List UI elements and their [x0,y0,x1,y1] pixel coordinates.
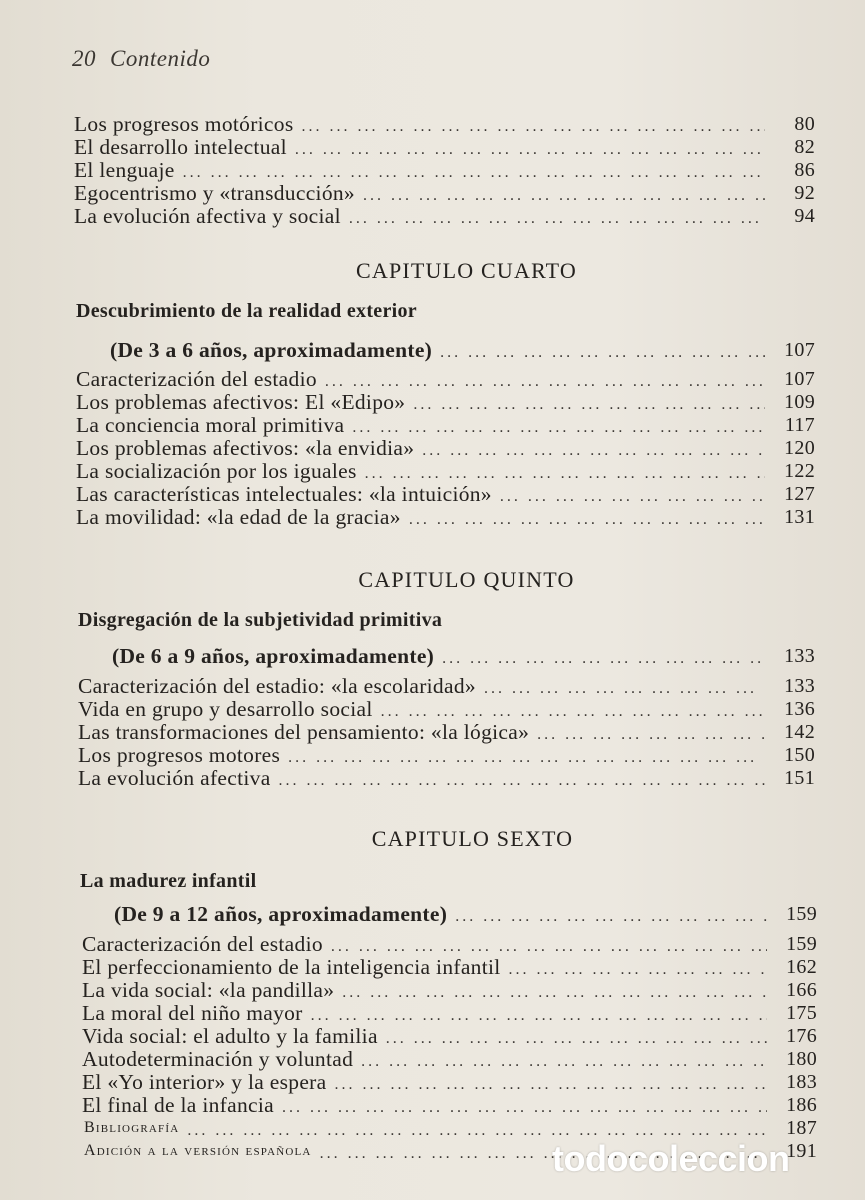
toc-entry: Las transformaciones del pensamiento: «la lógica» ... . 142 [78,720,815,744]
toc-entry: La conciencia moral primitiva ... . 117 [76,413,815,437]
page-number: 20 [72,46,96,71]
toc-entry: La vida social: «la pandilla» ... . 166 [82,978,817,1002]
toc-entry: Autodeterminación y voluntad ... . 180 [82,1047,817,1071]
toc-entry-addendum: Adición a la versión española ... . 191 [84,1139,817,1163]
toc-entry: Los progresos motóricos ... . 80 [74,112,815,136]
toc-entry: La moral del niño mayor ... . 175 [82,1001,817,1025]
toc-entry-bibliography: Bibliografía ... . 187 [84,1116,817,1140]
toc-age-range: (De 6 a 9 años, aproximadamente) ... . 133 [112,644,815,668]
toc-entry: La evolución afectiva ... . 151 [78,766,815,790]
toc-entry: El lenguaje ... . 86 [74,158,815,182]
toc-entry: La movilidad: «la edad de la gracia» ... . 131 [76,505,815,529]
toc-entry: Vida social: el adulto y la familia ... . 176 [82,1024,817,1048]
section-title: La madurez infantil [80,870,257,892]
toc-entry: Vida en grupo y desarrollo social ... . 136 [78,697,815,721]
chapter-heading: CAPITULO SEXTO [371,826,574,851]
toc-entry: La socialización por los iguales ... . 122 [76,459,815,483]
toc-entry: Las características intelectuales: «la intuición» ... . 127 [76,482,815,506]
toc-entry: Los progresos motores ... . 150 [78,743,815,767]
toc-entry: El final de la infancia ... . 186 [82,1093,817,1117]
toc-entry: Los problemas afectivos: «la envidia» ... . 120 [76,436,815,460]
toc-age-range: (De 9 a 12 años, aproximadamente) ... . 159 [114,902,817,926]
page-header [72,46,210,72]
section-title: Descubrimiento de la realidad exterior [76,300,417,322]
toc-entry: La evolución afectiva y social ... . 94 [74,204,815,228]
toc-entry: Caracterización del estadio ... . 159 [82,932,817,956]
toc-entry: El «Yo interior» y la espera ... . 183 [82,1070,817,1094]
running-title: Contenido [110,46,211,71]
toc-entry: Egocentrismo y «transducción» ... . 92 [74,181,815,205]
watermark-logo: todocoleccion [552,1138,790,1179]
chapter-heading: CAPITULO QUINTO [358,567,575,592]
toc-entry: Caracterización del estadio ... . 107 [76,367,815,391]
toc-entry: El desarrollo intelectual ... . 82 [74,135,815,159]
toc-entry: El perfeccionamiento de la inteligencia infantil ... . 162 [82,955,817,979]
toc-entry: Los problemas afectivos: El «Edipo» ... . 109 [76,390,815,414]
toc-age-range: (De 3 a 6 años, aproximadamente) ... . 107 [110,338,815,362]
toc-entry: Caracterización del estadio: «la escolaridad» ... . 133 [78,674,815,698]
chapter-heading: CAPITULO CUARTO [355,258,577,283]
section-title: Disgregación de la subjetividad primitiva [78,609,443,631]
